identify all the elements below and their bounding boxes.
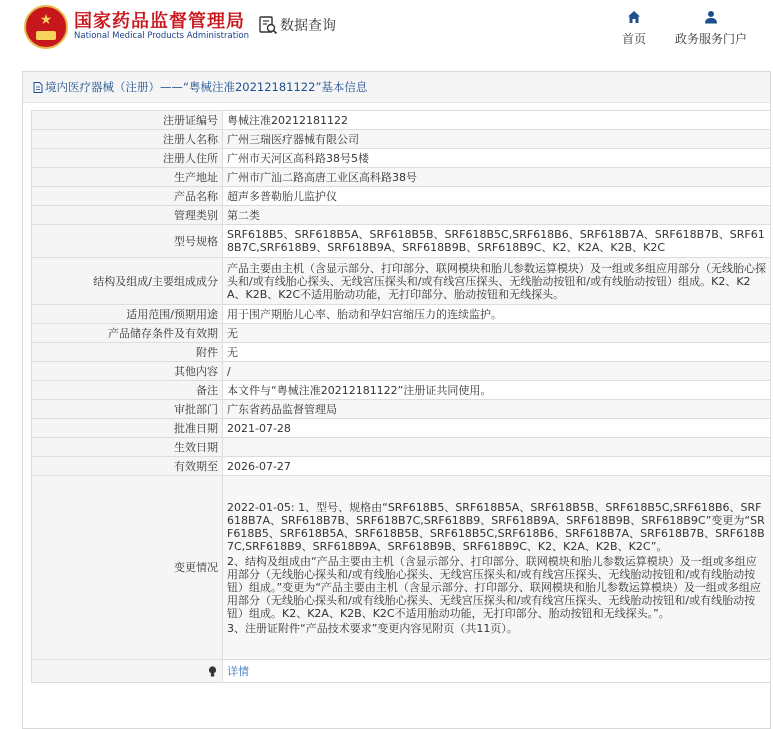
- nav-home[interactable]: [622, 10, 646, 47]
- field-label: 附件: [32, 343, 223, 362]
- lightbulb-icon: [208, 666, 217, 678]
- table-row: [32, 305, 771, 324]
- table-row: [32, 381, 771, 400]
- user-icon: [704, 10, 718, 24]
- field-label: 产品名称: [32, 187, 223, 206]
- field-value: 产品主要由主机（含显示部分、打印部分、联网模块和胎儿参数运算模块）及一组或多组应用部分（无线胎心探头和/或有线胎心探头、无线宫压探头和/或有线宫压探头、无线胎动按钮和/或有线胎动按钮）组成。K2、K2A、K2B、K2C不适用胎动功能，无打印部分、胎动按钮和无线探头。: [223, 258, 771, 305]
- table-row: [32, 438, 771, 457]
- table-row: [32, 419, 771, 438]
- nav-service-portal[interactable]: [675, 10, 747, 47]
- field-label: 型号规格: [32, 225, 223, 258]
- table-row: [32, 362, 771, 381]
- field-label: 其他内容: [32, 362, 223, 381]
- data-query-label: 数据查询: [280, 18, 336, 34]
- field-label: 注册人名称: [32, 130, 223, 149]
- table-row: [32, 187, 771, 206]
- panel-title: 境内医疗器械（注册）——“粤械注准20212181122”基本信息: [45, 80, 368, 94]
- field-label: 变更情况: [32, 476, 223, 660]
- field-label: 批准日期: [32, 419, 223, 438]
- table-row: [32, 457, 771, 476]
- field-label: 管理类别: [32, 206, 223, 225]
- field-value: SRF618B5、SRF618B5A、SRF618B5B、SRF618B5C,SRF618B6、SRF618B7A、SRF618B7B、SRF618B7C,SRF618B9、SRF618B9A、SRF618B9B、SRF618B9C、K2、K2A、K2B、K2C: [223, 225, 771, 258]
- field-value: 无: [223, 324, 771, 343]
- field-value: 粤械注准20212181122: [223, 111, 771, 130]
- table-row: [32, 168, 771, 187]
- field-label: 产品储存条件及有效期: [32, 324, 223, 343]
- field-label: 备注: [32, 381, 223, 400]
- table-row: [32, 206, 771, 225]
- field-value: 广州市广汕二路高唐工业区高科路38号: [223, 168, 771, 187]
- home-icon: [627, 10, 641, 24]
- field-value: 广州市天河区高科路38号5楼: [223, 149, 771, 168]
- table-row: [32, 111, 771, 130]
- table-row: [32, 258, 771, 305]
- table-row: [32, 130, 771, 149]
- table-row: [32, 400, 771, 419]
- field-value: 2026-07-27: [223, 457, 771, 476]
- field-label: 有效期至: [32, 457, 223, 476]
- field-value: 广州三瑞医疗器械有限公司: [223, 130, 771, 149]
- table-row: [32, 149, 771, 168]
- national-emblem-logo: ★: [24, 5, 68, 49]
- field-value: 第二类: [223, 206, 771, 225]
- detail-panel: [22, 71, 771, 729]
- change-entry: 2、结构及组成由“产品主要由主机（含显示部分、打印部分、联网模块和胎儿参数运算模块）及一组或多组应用部分（无线胎心探头和/或有线胎心探头、无线宫压探头和/或有线宫压探头、无线胎动按钮和/或有线胎动按钮）组成。”变更为“产品主要由主机（含显示部分、打印部分、联网模块和胎儿参数运算模块）及一组或多组应用部分（无线胎心探头和/或有线胎心探头、无线宫压探头和/或有线宫压探头、无线胎动按钮和/或有线胎动按钮）组成。K2、K2A、K2B、K2C不适用胎动功能，无打印部分、胎动按钮和无线探头。”。: [227, 554, 761, 620]
- field-value: [223, 438, 771, 457]
- org-name: 国家药品监督管理局: [74, 11, 245, 32]
- field-value: 超声多普勒胎儿监护仪: [223, 187, 771, 206]
- info-table: [31, 110, 771, 683]
- field-value: 用于围产期胎儿心率、胎动和孕妇宫缩压力的连续监护。: [223, 305, 771, 324]
- change-history: [223, 476, 771, 660]
- field-value: /: [223, 362, 771, 381]
- panel-header: [23, 72, 770, 103]
- table-row: [32, 343, 771, 362]
- nav-service-portal-label: 政务服务门户: [675, 32, 748, 46]
- field-label: 结构及组成/主要组成成分: [32, 258, 223, 305]
- details-value-cell: [223, 660, 771, 683]
- change-entry: 3、注册证附件“产品技术要求”变更内容见附页（共11页）。: [227, 621, 518, 635]
- details-label-cell: [32, 660, 223, 683]
- field-label: 生产地址: [32, 168, 223, 187]
- document-icon: [33, 82, 43, 93]
- field-label: 注册人住所: [32, 149, 223, 168]
- table-row: [32, 660, 771, 683]
- table-row: [32, 324, 771, 343]
- nav-home-label: 首页: [622, 32, 647, 46]
- field-label: 生效日期: [32, 438, 223, 457]
- site-header: [0, 0, 773, 62]
- field-label: 适用范围/预期用途: [32, 305, 223, 324]
- org-english-name: National Medical Products Administration: [74, 31, 249, 41]
- details-link[interactable]: 详情: [227, 664, 249, 678]
- table-row: [32, 225, 771, 258]
- data-query-link[interactable]: [258, 14, 336, 36]
- field-label: 审批部门: [32, 400, 223, 419]
- field-value: 2021-07-28: [223, 419, 771, 438]
- field-value: 无: [223, 343, 771, 362]
- table-row: [32, 476, 771, 660]
- field-value: 广东省药品监督管理局: [223, 400, 771, 419]
- search-document-icon: [258, 15, 278, 35]
- field-label: 注册证编号: [32, 111, 223, 130]
- change-entry: 2022-01-05: 1、型号、规格由“SRF618B5、SRF618B5A、SRF618B5B、SRF618B5C,SRF618B6、SRF618B7A、SRF618B7B、SRF618B7C,SRF618B9、SRF618B9A、SRF618B9B、SRF618B9C”变更为“SRF618B5、SRF618B5A、SRF618B5B、SRF618B5C,SRF618B6、SRF618B7A、SRF618B7B、SRF618B7C,SRF618B9、SRF618B9A、SRF618B9B、SRF618B9C、K2、K2A、K2B、K2C”。: [227, 500, 765, 553]
- field-value: 本文件与“粤械注准20212181122”注册证共同使用。: [223, 381, 771, 400]
